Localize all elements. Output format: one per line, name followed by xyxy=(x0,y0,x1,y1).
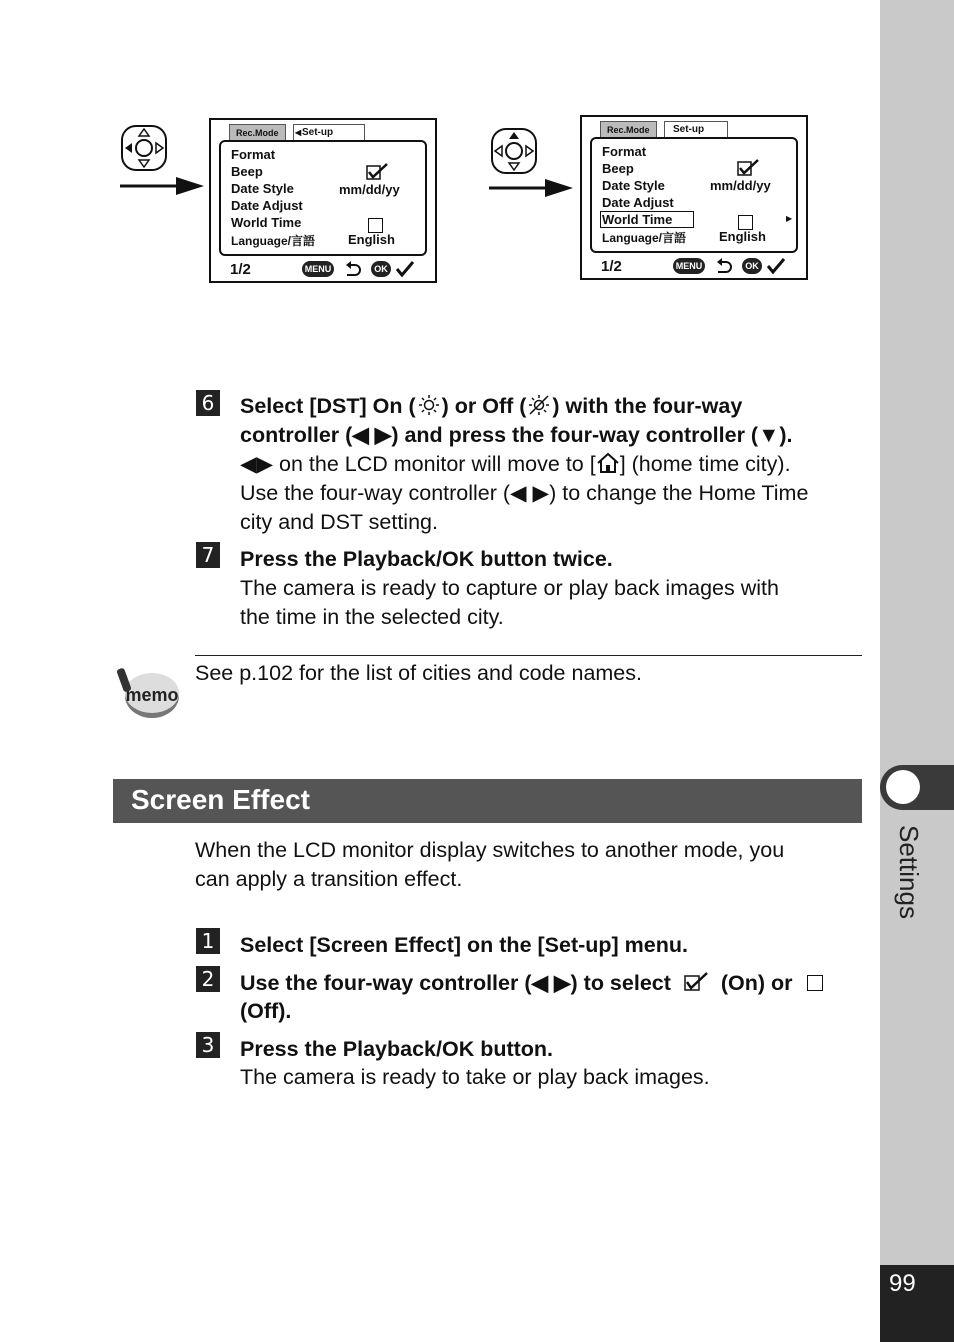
menu-row: Language/言語 xyxy=(231,234,316,248)
menu-row: Format xyxy=(602,144,647,159)
menu-row: Beep xyxy=(231,164,263,179)
menu-row: World Time xyxy=(231,215,302,230)
menu-row: Language/言語 xyxy=(602,231,687,245)
menu-row-selected: World Time xyxy=(602,212,673,227)
section-tab-circle xyxy=(886,770,920,804)
language-value: English xyxy=(719,229,766,244)
step-3-body: The camera is ready to take or play back images. xyxy=(240,1065,710,1089)
step-6-heading: Select [DST] On ( ) or Off ( ) with the four-way xyxy=(240,394,743,418)
step-3-heading: Press the Playback/OK button. xyxy=(240,1037,554,1061)
section-label: Settings xyxy=(894,825,924,919)
dst-on-sun-icon xyxy=(416,394,442,416)
tab-setup: Set-up xyxy=(664,121,728,138)
menu-row: Beep xyxy=(602,161,634,176)
arrow-right-icon xyxy=(118,175,208,197)
dst-off-sun-icon xyxy=(526,394,552,416)
date-style-value: mm/dd/yy xyxy=(339,182,400,197)
tab-setup: ◀ Set-up xyxy=(293,124,365,141)
step-6-body: Use the four-way controller (◀ ▶) to change the Home Time xyxy=(240,481,809,505)
step-7-body: The camera is ready to capture or play back images with xyxy=(240,576,779,600)
checkbox-checked-icon xyxy=(737,159,761,177)
menu-row: Date Adjust xyxy=(231,198,303,213)
step-number: 6 xyxy=(196,390,220,416)
tab-left-arrow-icon: ◀ xyxy=(295,128,302,137)
lcd-screen-left xyxy=(209,118,437,283)
four-way-controller-left-icon xyxy=(118,122,170,174)
language-value: English xyxy=(348,232,395,247)
four-way-controller-right-icon xyxy=(488,125,540,177)
step-2-heading: Use the four-way controller (◀ ▶) to select (On) or xyxy=(240,969,823,998)
memo-icon xyxy=(116,666,182,722)
menu-row: Date Style xyxy=(231,181,294,196)
memo-icon-text: memo xyxy=(125,685,179,705)
step-2-heading-line2: (Off). xyxy=(240,999,292,1023)
memo-divider xyxy=(195,655,862,656)
ok-button-icon: OK xyxy=(742,258,762,274)
step-7-body: the time in the selected city. xyxy=(240,605,504,629)
step-number: 7 xyxy=(196,542,220,568)
page-indicator: 1/2 xyxy=(230,261,251,278)
return-icon xyxy=(344,260,362,278)
step-number: 2 xyxy=(196,966,220,992)
ok-button-icon: OK xyxy=(371,261,391,277)
step-7-heading: Press the Playback/OK button twice. xyxy=(240,547,613,571)
return-icon xyxy=(715,257,733,275)
step-1-heading: Select [Screen Effect] on the [Set-up] menu. xyxy=(240,933,688,957)
checkbox-empty-icon xyxy=(807,975,823,991)
check-icon xyxy=(395,260,415,278)
memo-text: See p.102 for the list of cities and code names. xyxy=(195,661,642,685)
arrow-right-icon xyxy=(487,177,577,199)
section-intro: can apply a transition effect. xyxy=(195,867,463,891)
home-icon xyxy=(596,452,620,474)
step-6-heading-line2: controller (◀ ▶) and press the four-way controller (▼). xyxy=(240,423,793,447)
checkbox-checked-icon xyxy=(683,971,711,993)
lcd-screen-right xyxy=(580,115,808,280)
tab-rec-mode: Rec.Mode xyxy=(600,121,657,138)
section-title: Screen Effect xyxy=(131,784,310,815)
check-icon xyxy=(766,257,786,275)
right-arrow-icon: ▶ xyxy=(786,214,793,223)
menu-button-icon: MENU xyxy=(302,261,334,277)
tab-rec-mode: Rec.Mode xyxy=(229,124,286,141)
checkbox-empty-icon xyxy=(738,215,753,230)
menu-row: Date Adjust xyxy=(602,195,674,210)
checkbox-checked-icon xyxy=(366,163,390,181)
date-style-value: mm/dd/yy xyxy=(710,178,771,193)
menu-row: Format xyxy=(231,147,276,162)
page-number: 99 xyxy=(889,1270,916,1297)
page-indicator: 1/2 xyxy=(601,258,622,275)
step-6-body: city and DST setting. xyxy=(240,510,438,534)
sidebar-strip xyxy=(880,0,954,1342)
menu-button-icon: MENU xyxy=(673,258,705,274)
checkbox-empty-icon xyxy=(368,218,383,233)
step-number: 1 xyxy=(196,928,220,954)
step-6-body: ◀▶ on the LCD monitor will move to [ ] (home time city). xyxy=(240,452,791,476)
menu-row: Date Style xyxy=(602,178,665,193)
section-intro: When the LCD monitor display switches to another mode, you xyxy=(195,838,785,862)
step-number: 3 xyxy=(196,1032,220,1058)
